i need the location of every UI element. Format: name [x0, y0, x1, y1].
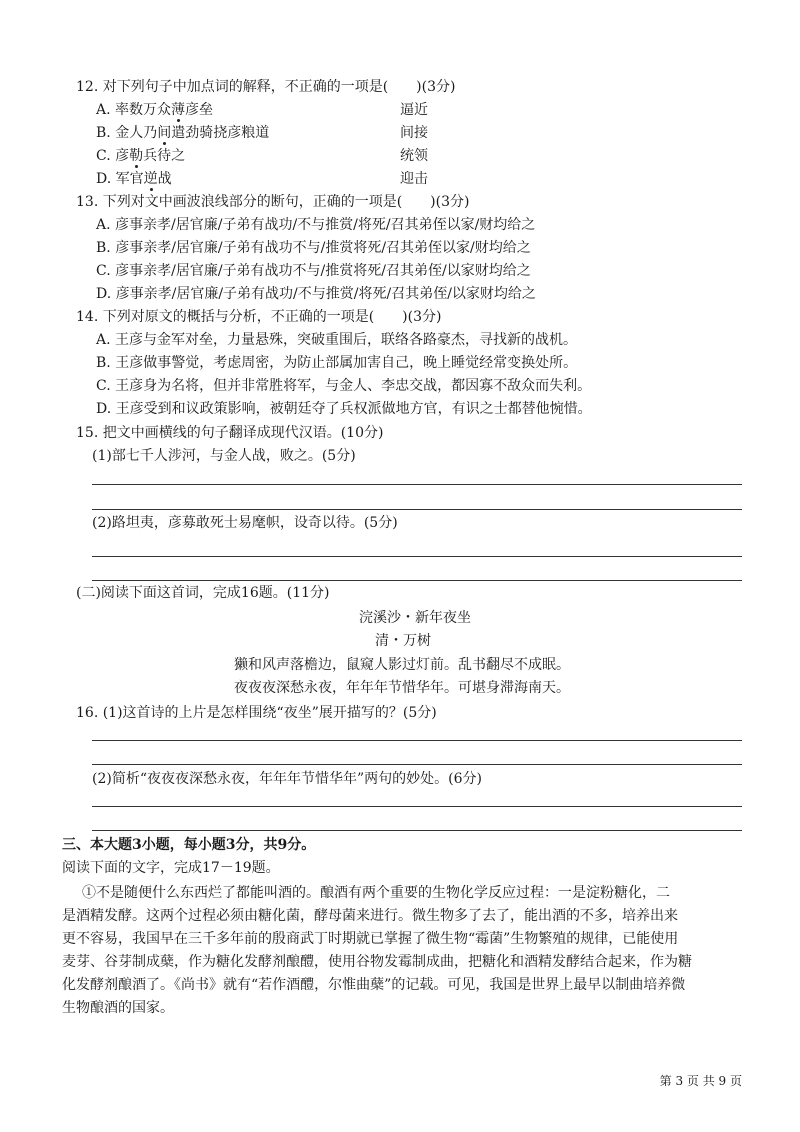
- passage-line: 是酒精发酵。这两个过程必须由糖化菌，酵母菌来进行。微生物多了去了，能出酒的不多，培养出来: [62, 908, 678, 924]
- q13-option-b: B. 彦事亲孝/居官廉/子弟有战功不与/推赏将死/召其弟侄以家/财均给之: [96, 240, 531, 256]
- q12-gloss-c: 统领: [400, 148, 428, 164]
- page-number: 第 3 页 共 9 页: [659, 1074, 742, 1088]
- q15-sub1-answer-line-2[interactable]: [92, 509, 742, 510]
- poem-line-1: 獭和风声落檐边，鼠窥人影过灯前。乱书翻尽不成眠。: [234, 657, 570, 673]
- passage-line: 更不容易，我国早在三千多年前的殷商武丁时期就已掌握了微生物“霉菌”生物繁殖的规律，已能使用: [62, 931, 679, 947]
- q14-option-a: A. 王彦与金军对垒，力量悬殊，突破重围后，联络各路豪杰，寻找新的战机。: [96, 332, 578, 348]
- q16-sub2-answer-line-2[interactable]: [92, 830, 742, 831]
- q12-option-a: A. 率数万众薄彦垒: [96, 102, 214, 118]
- q15-sub1-answer-line-1[interactable]: [92, 484, 742, 485]
- q14-option-b: B. 王彦做事警觉，考虑周密，为防止部属加害自己，晚上睡觉经常变换处所。: [96, 355, 578, 371]
- passage-line: 麦芽、谷芽制成蘖，作为糖化发酵剂酿醴，使用谷物发霉制成曲，把糖化和酒精发酵结合起来，作为糖: [62, 954, 692, 970]
- q15-sub2: (2)路坦夷，彦募敢死士易麾帜，设奇以待。(5分): [92, 515, 398, 531]
- q12-option-c: C. 彦勒兵待之: [96, 148, 186, 164]
- q14-stem: 14. 下列对原文的概括与分析，不正确的一项是( )(3分): [76, 309, 442, 325]
- q16-sub1: 16. (1)这首诗的上片是怎样围绕“夜坐”展开描写的？(5分): [76, 705, 437, 721]
- q13-option-d: D. 彦事亲孝/居官廉/子弟有战功/不与推赏/将死/召其弟侄/以家财均给之: [96, 286, 536, 302]
- q12-gloss-b: 间接: [400, 125, 428, 141]
- q16-sub2: (2)简析“夜夜夜深愁永夜，年年年节惜华年”两句的妙处。(6分): [92, 771, 482, 787]
- poem-line-2: 夜夜夜深愁永夜，年年年节惜华年。可堪身滞海南天。: [234, 680, 570, 696]
- q12-option-d: D. 军官逆战: [96, 171, 172, 187]
- q16-sub1-answer-line-1[interactable]: [92, 740, 742, 741]
- q16-sub2-answer-line-1[interactable]: [92, 806, 742, 807]
- q15-sub2-answer-line-1[interactable]: [92, 556, 742, 557]
- poem-section-heading: (二)阅读下面这首词，完成16题。(11分): [76, 585, 330, 601]
- passage-line: 生物酿酒的国家。: [62, 1000, 174, 1016]
- q12-gloss-d: 迎击: [400, 171, 428, 187]
- q12-option-b: B. 金人乃间遣劲骑挠彦粮道: [96, 125, 270, 141]
- q12-gloss-a: 逼近: [400, 102, 428, 118]
- q16-sub1-answer-line-2[interactable]: [92, 764, 742, 765]
- q14-option-d: D. 王彦受到和议政策影响，被朝廷夺了兵权派做地方官，有识之士都替他惋惜。: [96, 401, 592, 417]
- passage-line: 化发酵剂酿酒了。《尚书》就有“若作酒醴，尔惟曲蘖”的记载。可见，我国是世界上最早以制曲培养微: [62, 977, 686, 993]
- poem-title: 浣溪沙・新年夜坐: [359, 610, 471, 626]
- q15-sub2-answer-line-2[interactable]: [92, 580, 742, 581]
- q13-option-a: A. 彦事亲孝/居官廉/子弟有战功/不与推赏/将死/召其弟侄以家/财均给之: [96, 217, 536, 233]
- q15-stem: 15. 把文中画横线的句子翻译成现代汉语。(10分): [76, 425, 384, 441]
- part3-intro: 阅读下面的文字，完成17－19题。: [62, 860, 280, 876]
- q13-option-c: C. 彦事亲孝/居官廉/子弟有战功不与/推赏将死/召其弟侄/以家财均给之: [96, 263, 531, 279]
- q15-sub1: (1)部七千人涉河，与金人战，败之。(5分): [92, 448, 356, 464]
- part3-heading: 三、本大题3小题，每小题3分，共9分。: [62, 837, 316, 853]
- poem-author: 清・万树: [375, 633, 431, 649]
- passage-line: ①不是随便什么东西烂了都能叫酒的。酿酒有两个重要的生物化学反应过程：一是淀粉糖化，二: [82, 885, 670, 901]
- q14-option-c: C. 王彦身为名将，但并非常胜将军，与金人、李忠交战，都因寡不敌众而失利。: [96, 378, 592, 394]
- q13-stem: 13. 下列对文中画波浪线部分的断句，正确的一项是( )(3分): [76, 194, 470, 210]
- q12-stem: 12. 对下列句子中加点词的解释，不正确的一项是( )(3分): [76, 79, 456, 95]
